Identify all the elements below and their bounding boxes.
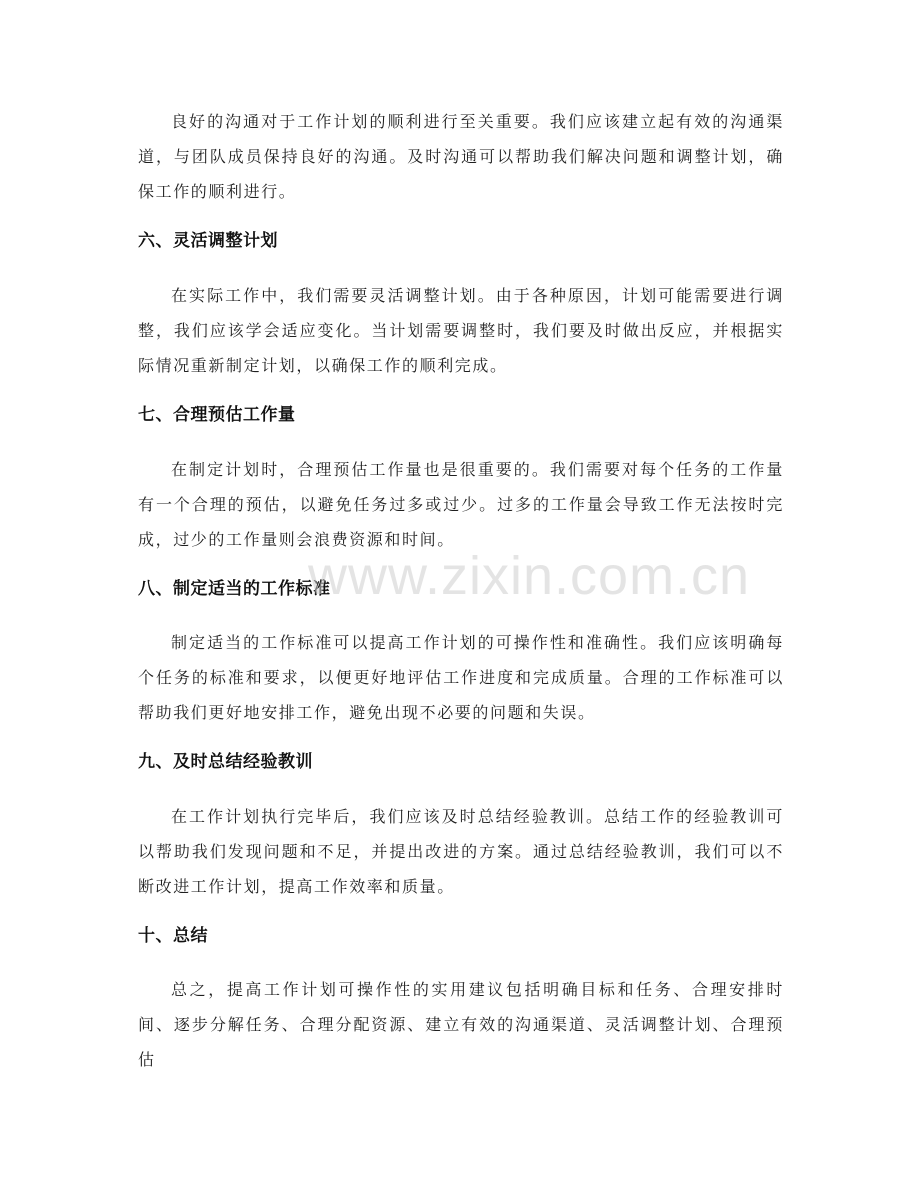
heading-eight: 八、制定适当的工作标准 (138, 579, 331, 599)
heading-seven: 七、合理预估工作量 (138, 405, 296, 425)
watermark-text: www.zixin.com.cn (308, 546, 751, 606)
paragraph-eight: 制定适当的工作标准可以提高工作计划的可操作性和准确性。我们应该明确每个任务的标准和要求，以便更好地评估工作进度和完成质量。合理的工作标准可以帮助我们更好地安排工作，避免出现不必要的问题和失误。 (138, 633, 784, 722)
paragraph-nine: 在工作计划执行完毕后，我们应该及时总结经验教训。总结工作的经验教训可以帮助我们发现问题和不足，并提出改进的方案。通过总结经验教训，我们可以不断改进工作计划，提高工作效率和质量。 (138, 807, 784, 896)
heading-ten: 十、总结 (138, 926, 208, 946)
heading-nine: 九、及时总结经验教训 (138, 752, 313, 772)
paragraph-communication: 良好的沟通对于工作计划的顺利进行至关重要。我们应该建立起有效的沟通渠道，与团队成员保持良好的沟通。及时沟通可以帮助我们解决问题和调整计划，确保工作的顺利进行。 (138, 112, 784, 201)
paragraph-ten: 总之，提高工作计划可操作性的实用建议包括明确目标和任务、合理安排时间、逐步分解任务、合理分配资源、建立有效的沟通渠道、灵活调整计划、合理预估 (138, 980, 784, 1069)
paragraph-seven: 在制定计划时，合理预估工作量也是很重要的。我们需要对每个任务的工作量有一个合理的预估，以避免任务过多或过少。过多的工作量会导致工作无法按时完成，过少的工作量则会浪费资源和时间。 (138, 460, 784, 549)
heading-six: 六、灵活调整计划 (138, 231, 278, 251)
paragraph-six: 在实际工作中，我们需要灵活调整计划。由于各种原因，计划可能需要进行调整，我们应该学会适应变化。当计划需要调整时，我们要及时做出反应，并根据实际情况重新制定计划，以确保工作的顺利完成。 (138, 286, 784, 375)
